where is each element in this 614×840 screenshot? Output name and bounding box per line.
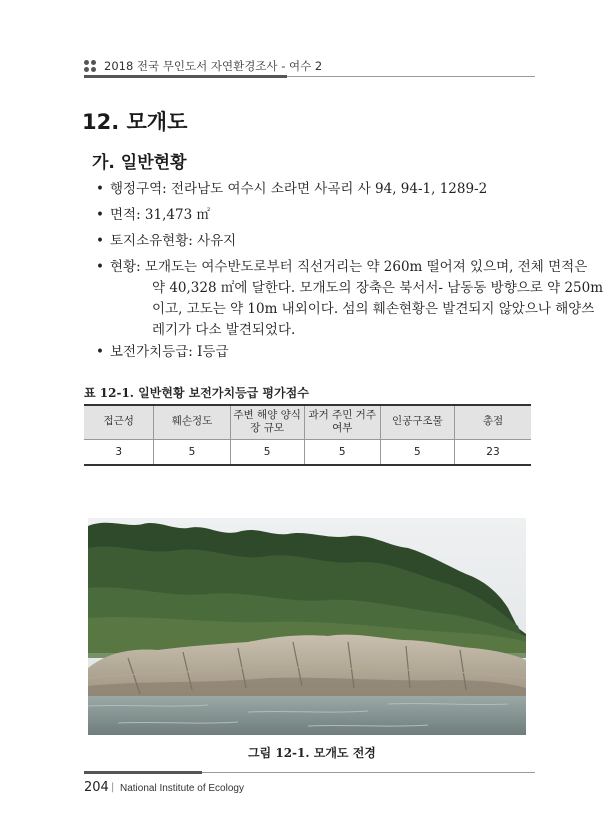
table-cell: 23 (454, 440, 531, 465)
table-cell: 5 (230, 440, 304, 465)
header-text: 2018 전국 무인도서 자연환경조사 - 여수 2 (104, 59, 323, 73)
table-header-cell: 주변 해양 양식장 규모 (230, 404, 304, 440)
status-line-1: 현황: 모개도는 여수반도로부터 직선거리는 약 260m 떨어져 있으며, 전체 면적은 (110, 259, 588, 275)
table-header-row (84, 404, 531, 440)
status-line-3: 이고, 고도는 약 10m 내외이다. 섬의 훼손현황은 발견되지 않았으나 해양쓰 (152, 301, 595, 317)
status-line-4: 레기가 다소 발견되었다. (152, 322, 296, 338)
evaluation-table (84, 404, 531, 464)
bullet-dot-icon: • (96, 259, 104, 275)
header-dots-icon (84, 60, 96, 72)
bullet-text: 행정구역: 전라남도 여수시 소라면 사곡리 사 94, 94-1, 1289-2 (110, 181, 488, 197)
subsection-title: 가. 일반현황 (92, 153, 187, 173)
table-cell: 3 (84, 440, 154, 465)
footer-organization: National Institute of Ecology (120, 783, 244, 794)
table-bottom-rule (84, 464, 531, 466)
status-line-2: 약 40,328 ㎡에 달한다. 모개도의 장축은 북서서- 남동동 방향으로 약 250m (152, 280, 604, 296)
bullet-text: 면적: 31,473 ㎡ (110, 207, 210, 223)
bullet-dot-icon: • (96, 181, 104, 197)
table-row (84, 440, 531, 465)
header-rule-dark (84, 75, 287, 78)
table-caption: 표 12-1. 일반현황 보전가치등급 평가점수 (84, 386, 309, 400)
table-cell: 5 (304, 440, 380, 465)
section-title: 12. 모개도 (82, 110, 188, 134)
table-header-cell: 총점 (454, 404, 531, 440)
table-header-cell: 접근성 (84, 404, 154, 440)
table-header-cell: 과거 주민 거주 여부 (304, 404, 380, 440)
island-photo (88, 518, 526, 735)
bullet-dot-icon: • (96, 344, 104, 360)
footer-rule-light (202, 772, 535, 773)
bullet-text: 보전가치등급: Ⅰ등급 (110, 344, 229, 360)
footer-separator: | (111, 782, 115, 793)
table-cell: 5 (154, 440, 230, 465)
footer-rule-dark (84, 771, 202, 774)
bullet-paragraph (110, 257, 604, 341)
running-header (84, 56, 322, 76)
figure-caption: 그림 12-1. 모개도 전경 (248, 746, 376, 760)
table-cell: 5 (380, 440, 454, 465)
bullet-dot-icon: • (96, 233, 104, 249)
bullet-dot-icon: • (96, 207, 104, 223)
table-header-cell: 인공구조물 (380, 404, 454, 440)
table-header-cell: 훼손정도 (154, 404, 230, 440)
header-rule-light (287, 76, 535, 77)
bullet-text: 토지소유현황: 사유지 (110, 233, 237, 249)
page-number: 204 (84, 780, 109, 795)
table-top-rule (84, 404, 531, 406)
